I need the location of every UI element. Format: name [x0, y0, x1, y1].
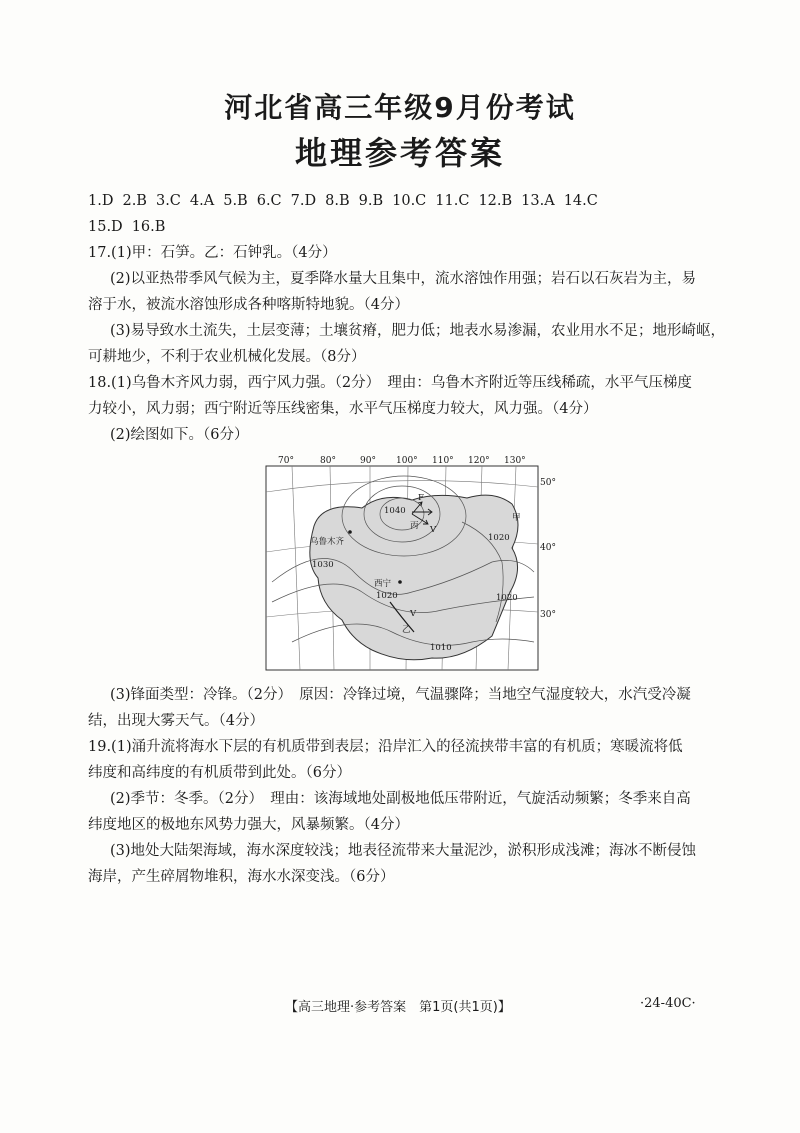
q17-line: 可耕地少，不利于农业机械化发展。（8分） [88, 349, 366, 365]
isobar-label: 1020 [496, 593, 518, 603]
choice-answer: 11.C [435, 193, 470, 209]
q19-line: (2)季节：冬季。（2分） 理由：该海域地处副极地低压带附近，气旋活动频繁；冬季来自高 [110, 791, 691, 807]
jia-label: 甲 [512, 513, 521, 523]
urumqi-label: 乌鲁木齐 [310, 537, 345, 547]
isobar-map [262, 452, 562, 674]
footer-page-info: 【高三地理·参考答案 第1页(共1页)】 [285, 1000, 511, 1015]
choice-answer: 3.C [155, 193, 181, 209]
choice-answer: 16.B [131, 219, 166, 235]
q19-line: 纬度和高纬度的有机质带到此处。（6分） [88, 765, 351, 781]
answer-content-lower [88, 682, 728, 890]
q17-line: (2)以亚热带季风气候为主，夏季降水量大且集中，流水溶蚀作用强；岩石以石灰岩为主，易 [110, 271, 697, 287]
urumqi-dot [348, 530, 352, 534]
isobar-label: 1030 [312, 560, 334, 570]
choice-answer: 7.D [290, 193, 317, 209]
q18-line: 力较小，风力弱；西宁附近等压线密集，水平气压梯度力较大，风力强。（4分） [88, 401, 598, 417]
choice-answer: 8.B [325, 193, 350, 209]
choice-answer: 14.C [563, 193, 598, 209]
isobar-label: 1040 [384, 506, 406, 516]
choice-answer: 2.B [122, 193, 147, 209]
q19-line: (3)地处大陆架海域，海水深度较浅；地表径流带来大量泥沙，淤积形成浅滩；海冰不断侵蚀 [110, 843, 697, 859]
choice-answer: 1.D [88, 193, 114, 209]
page-subtitle: 地理参考答案 [294, 134, 505, 172]
q18-line: (2)绘图如下。（6分） [110, 427, 249, 443]
choice-answer: 9.B [358, 193, 384, 209]
xining-label: 西宁 [374, 579, 392, 589]
choice-answer: 13.A [521, 193, 555, 209]
answer-content [88, 188, 728, 448]
isobar-label: 1010 [430, 643, 452, 653]
lat-label: 50° [540, 478, 556, 488]
q17-line: 溶于水，被流水溶蚀形成各种喀斯特地貌。（4分） [88, 297, 409, 313]
lon-label: 100° [396, 456, 418, 466]
lon-label: 90° [360, 456, 376, 466]
lon-label: 70° [278, 456, 294, 466]
footer-code: ·24-40C· [640, 996, 696, 1011]
lon-label: 80° [320, 456, 336, 466]
q17-line: 17.(1)甲：石笋。乙：石钟乳。（4分） [88, 245, 337, 261]
q19-line: 纬度地区的极地东风势力强大，风暴频繁。（4分） [88, 817, 409, 833]
choice-answers-row-1 [88, 188, 728, 214]
lon-label: 120° [468, 456, 490, 466]
isobar-label: 1020 [488, 533, 510, 543]
choice-answer: 6.C [256, 193, 282, 209]
bing-label: 丙 [410, 521, 419, 531]
q18-line: 18.(1)乌鲁木齐风力弱，西宁风力强。（2分） 理由：乌鲁木齐附近等压线稀疏，水平气压梯度 [88, 375, 692, 391]
choice-answer: 15.D [88, 219, 123, 235]
choice-answers-row-2 [88, 214, 728, 240]
choice-answer: 10.C [392, 193, 427, 209]
xining-dot [398, 580, 402, 584]
q19-line: 19.(1)涌升流将海水下层的有机质带到表层；沿岸汇入的径流挟带丰富的有机质；寒暖流将低 [88, 739, 683, 755]
page-title: 河北省高三年级9月份考试 [224, 91, 576, 124]
lat-label: 30° [540, 610, 556, 620]
lat-labels [540, 478, 556, 620]
lat-label: 40° [540, 543, 556, 553]
map-svg [262, 452, 562, 674]
q19-line: 海岸，产生碎屑物堆积，海水水深变浅。（6分） [88, 869, 395, 885]
wind-letter-v2: V [410, 609, 417, 619]
q17-line: (3)易导致水土流失，土层变薄；土壤贫瘠，肥力低；地表水易渗漏，农业用水不足；地形崎岖， [110, 323, 726, 339]
q18-line: (3)锋面类型：冷锋。（2分） 原因：冷锋过境，气温骤降；当地空气湿度较大，水汽受冷凝 [110, 687, 691, 703]
lon-label: 130° [504, 456, 526, 466]
choice-answer: 4.A [189, 193, 215, 209]
choice-answer: 5.B [223, 193, 248, 209]
q18-line: 结，出现大雾天气。（4分） [88, 713, 264, 729]
lon-labels [278, 456, 526, 466]
choice-answer: 12.B [478, 193, 513, 209]
isobar-label: 1020 [376, 591, 398, 601]
wind-letter-f: F [418, 493, 424, 503]
lon-label: 110° [432, 456, 454, 466]
wind-letter-v: V [430, 525, 437, 535]
yi-label: 乙 [402, 625, 411, 635]
